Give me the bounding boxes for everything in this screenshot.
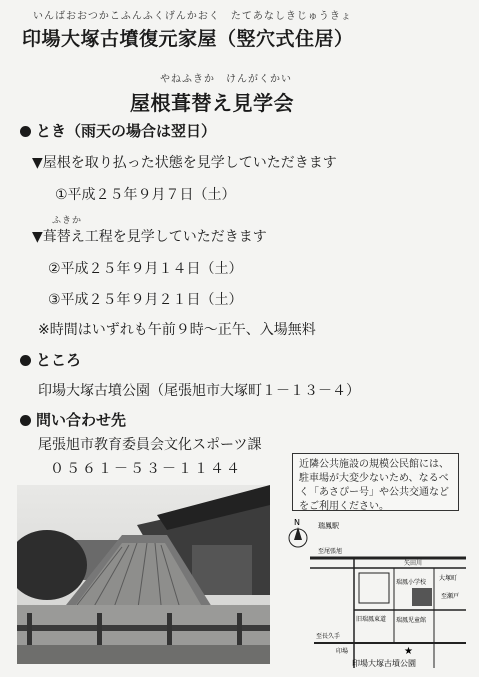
access-map: [284, 518, 466, 670]
date-1: ①平成２５年９月７日（土）: [55, 187, 236, 203]
where-heading: ところ: [20, 349, 81, 370]
map-label: 瑞鳳児童館: [396, 617, 427, 624]
contact-heading: 問い合わせ先: [20, 409, 126, 430]
house-photo: [17, 485, 270, 664]
bullet-icon: [20, 355, 31, 366]
ruby-fukika: ふきか: [52, 216, 83, 226]
contact-dept: 尾張旭市教育委員会文化スポーツ課: [38, 437, 262, 453]
parking-notice: 近隣公共施設の規模公民館には、駐車場が大変少ないため、なるべく「あさぴー号」や公共交通などをご利用ください。: [292, 453, 459, 511]
bullet-icon: [20, 126, 31, 137]
map-north: N: [294, 518, 300, 527]
map-label: 至瀬戸: [441, 593, 460, 600]
map-label: 至長久手: [316, 633, 341, 640]
page-title: 印場大塚古墳復元家屋（竪穴式住居）: [22, 28, 354, 50]
time-note: ※時間はいずれも午前９時～正午、入場無料: [38, 322, 316, 338]
contact-phone: ０５６１－５３－１１４４: [50, 461, 242, 477]
date-2: ②平成２５年９月１４日（土）: [48, 261, 243, 277]
map-label: 瑞鳳駅: [318, 522, 339, 530]
title-ruby-1: いんばおおつかこふんふくげんかおく たてあなしきじゅうきょ: [33, 11, 352, 22]
map-caption: 印場大塚古墳公園: [352, 659, 416, 668]
north-arrow-icon: [289, 518, 307, 547]
bullet-icon: [20, 415, 31, 426]
map-label: 瑞鳳小学校: [396, 579, 427, 586]
when-item1: ▼屋根を取り払った状態を見学していただきます: [32, 155, 337, 171]
place-text: 印場大塚古墳公園（尾張旭市大塚町１－１３－４）: [38, 383, 360, 399]
map-label: 印場: [336, 648, 349, 655]
when-heading: とき（雨天の場合は翌日）: [20, 120, 216, 141]
map-label: 至尾張旭: [318, 548, 343, 555]
page-subtitle: 屋根葺替え見学会: [130, 91, 294, 115]
map-label: 旧瑞鳳東道: [356, 616, 387, 623]
map-label: 大塚町: [439, 575, 458, 582]
when-item2: ▼葺替え工程を見学していただきます: [32, 229, 267, 245]
map-star-icon: ★: [404, 646, 413, 657]
date-3: ③平成２５年９月２１日（土）: [48, 292, 243, 308]
title-ruby-2: やねふきか けんがくかい: [160, 74, 292, 85]
map-label: 矢田川: [404, 560, 423, 567]
